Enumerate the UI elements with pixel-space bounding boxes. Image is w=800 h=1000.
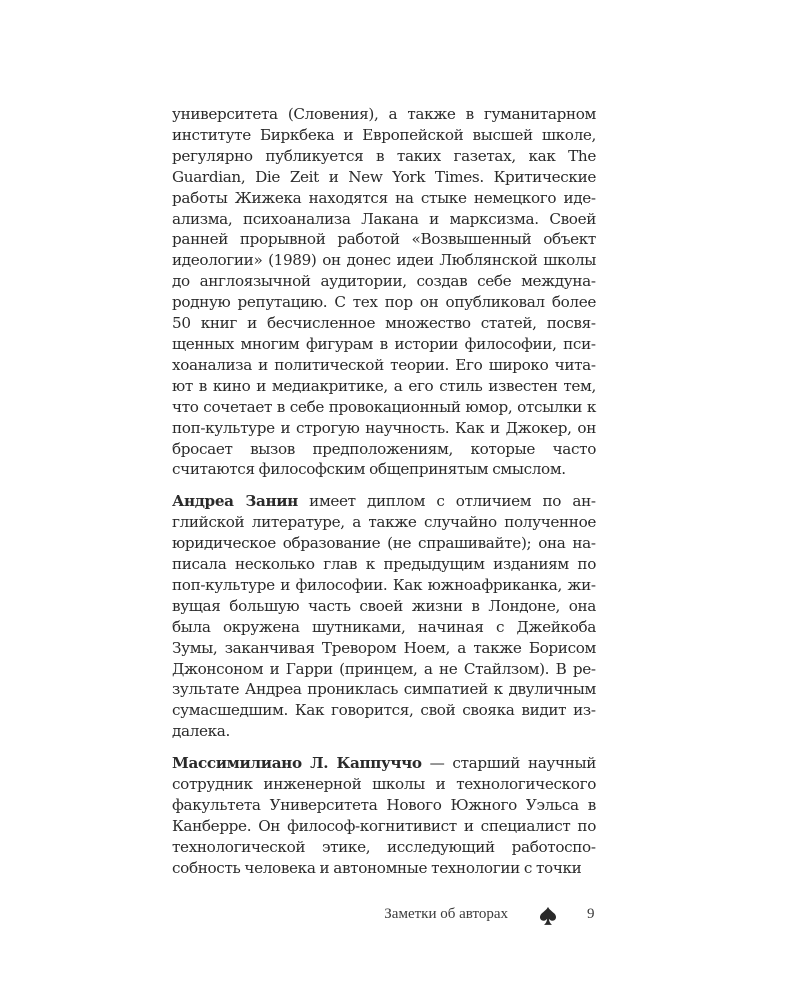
- page-footer: [0, 904, 800, 926]
- page-number: 9: [587, 906, 595, 922]
- paragraph-text: имеет диплом с отличием по английской литературе, а также случайно полученное юридическое образование (не спрашивайте); она написала несколько глав к предыдущим изданиям по поп-культуре и философии. Как южноафриканка, живущая большую часть своей жизни в Лондоне, она была окружена шутниками, начиная с Джейкоба Зумы, заканчивая Тревором Ноем, а также Борисом Джонсоном и Гарри (принцем, а не Стайлзом). В результате Андреа прониклась симпатией к двуличным сумасшедшим. Как говорится, свой свояка видит издалека.: [172, 492, 596, 741]
- paragraph-text: — старший научный сотрудник инженерной школы и технологического факультета Университета Нового Южного Уэльса в Канберре. Он философ-когнитивист и специалист по технологической этике, исследующий работоспособность человека и автономные технологии с точки: [172, 754, 596, 877]
- paragraph-andrea-zanin: [172, 491, 596, 742]
- paragraph-massimiliano-cappuccio: [172, 753, 596, 878]
- author-name: Андреа Занин: [172, 492, 298, 511]
- running-footer-title: Заметки об авторах: [384, 906, 508, 922]
- paragraph-zizek-continued: [172, 104, 596, 480]
- paragraph-text: университета (Словения), а также в гуманитарном институте Биркбека и Европейской высшей школе, регулярно публикуется в таких газетах, как The Guardian, Die Zeit и New York Times. Критические работы Жижека находятся на стыке немецкого идеализма, психоанализа Лакана и марксизма. Своей ранней прорывной работой «Возвышенный объект идеологии» (1989) он донес идеи Люблянской школы до англоязычной аудитории, создав себе международную репутацию. С тех пор он опубликовал более 50 книг и бесчисленное множество статей, посвященных многим фигурам в истории философии, психоанализа и политической теории. Его широко читают в кино и медиакритике, а его стиль известен тем, что сочетает в себе провокационный юмор, отсылки к поп-культуре и строгую научность. Как и Джокер, он бросает вызов предположениям, которые часто считаются философским общепринятым смыслом.: [172, 105, 596, 479]
- spade-icon: [539, 906, 557, 926]
- book-page-text: [172, 104, 596, 879]
- author-name: Массимилиано Л. Каппуччо: [172, 754, 422, 773]
